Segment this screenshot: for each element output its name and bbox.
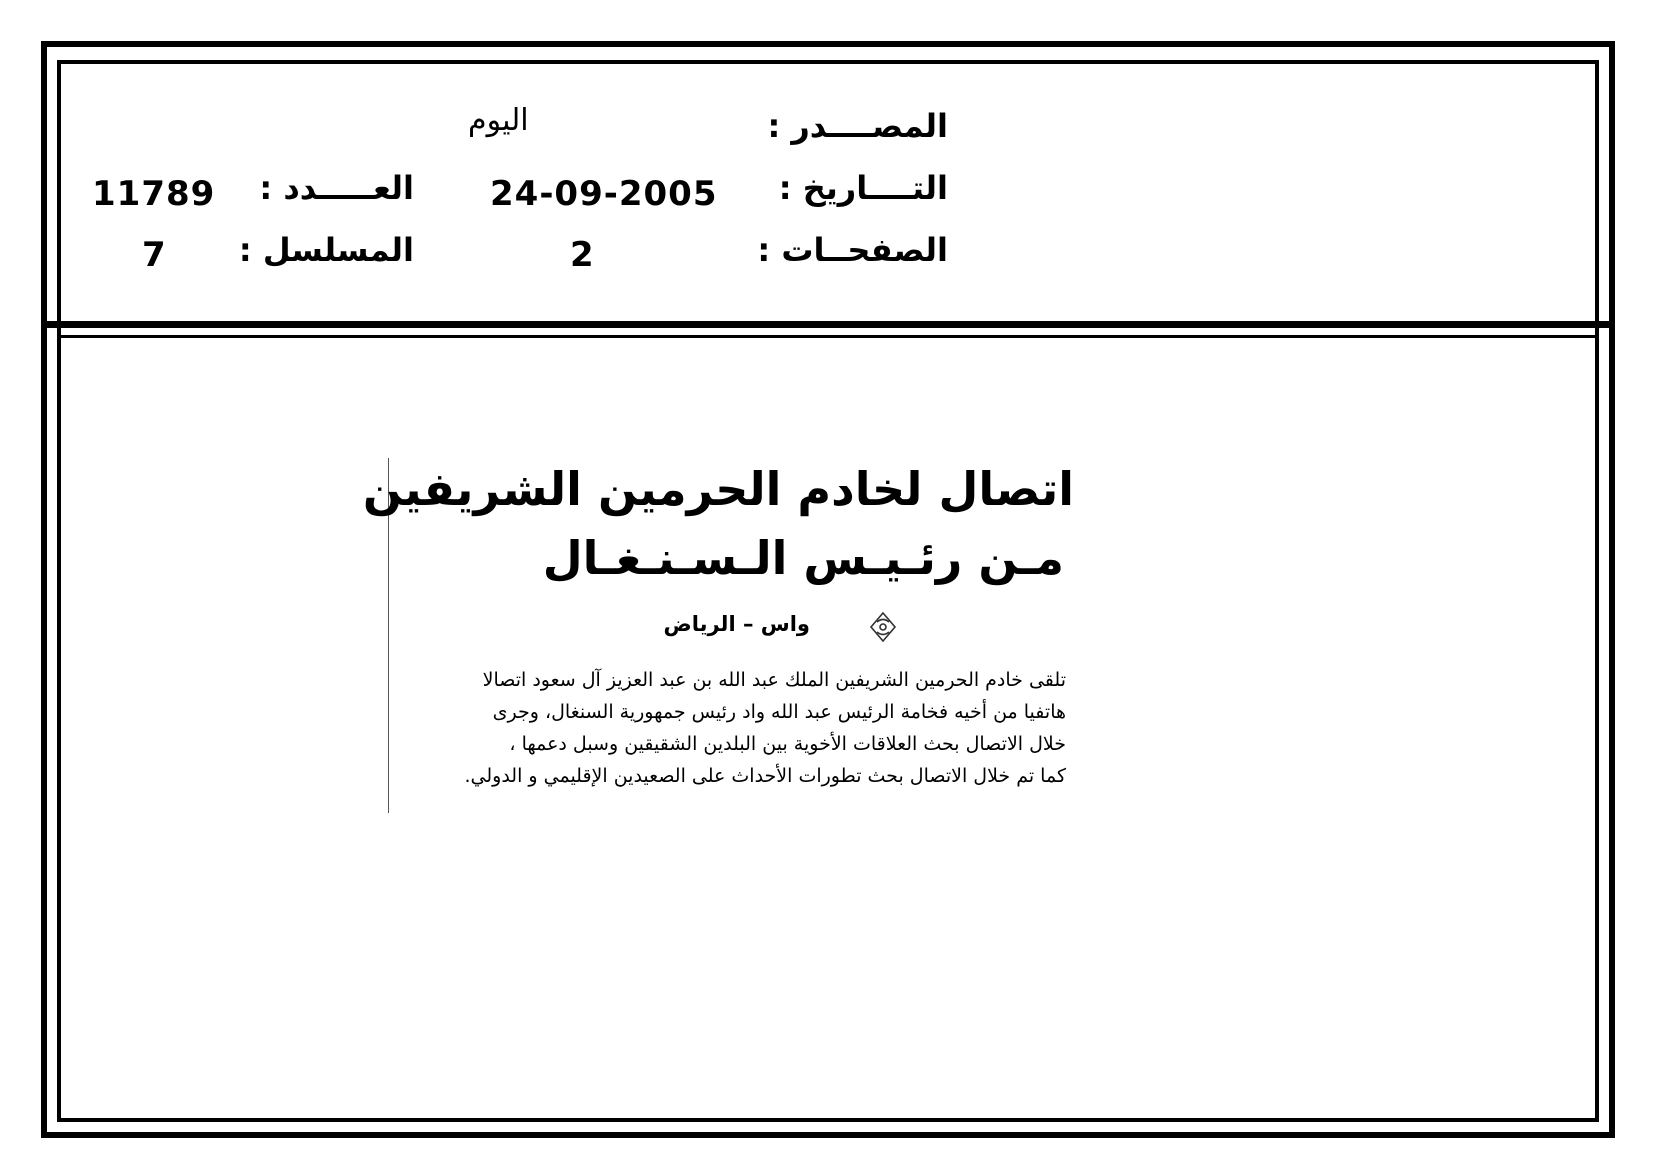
pages-value: 2 bbox=[570, 235, 595, 275]
serial-value: 7 bbox=[142, 235, 167, 275]
byline: واس – الرياض bbox=[663, 612, 810, 636]
source-label: المصــــدر : bbox=[767, 107, 948, 145]
date-label: التــــاريخ : bbox=[778, 169, 948, 207]
inner-frame bbox=[57, 60, 1599, 1122]
body-line-3: خلال الاتصال بحث العلاقات الأخوية بين البلدين الشقيقين وسبل دعمها ، bbox=[509, 733, 1066, 755]
issue-label: العـــــدد : bbox=[259, 169, 414, 207]
press-logo-icon bbox=[866, 610, 900, 644]
headline-line-1: اتصال لخادم الحرمين الشريفين bbox=[362, 462, 1074, 516]
body-line-1: تلقى خادم الحرمين الشريفين الملك عبد الله بن عبد العزيز آل سعود اتصالا bbox=[482, 669, 1066, 691]
header-divider-thin bbox=[57, 335, 1599, 338]
body-line-4: كما تم خلال الاتصال بحث تطورات الأحداث على الصعيدين الإقليمي و الدولي. bbox=[464, 765, 1066, 787]
source-value: اليوم bbox=[468, 103, 529, 138]
headline-line-2: مـن رئـيـس الـسـنـغـال bbox=[542, 531, 1064, 585]
serial-label: المسلسل : bbox=[238, 231, 414, 269]
pages-label: الصفحــات : bbox=[757, 231, 948, 269]
body-line-2: هاتفيا من أخيه فخامة الرئيس عبد الله واد رئيس جمهورية السنغال، وجرى bbox=[492, 701, 1066, 723]
article-body bbox=[418, 664, 1066, 792]
date-value: 24-09-2005 bbox=[490, 174, 718, 214]
issue-value: 11789 bbox=[92, 174, 216, 214]
header-divider-thick bbox=[47, 321, 1609, 328]
